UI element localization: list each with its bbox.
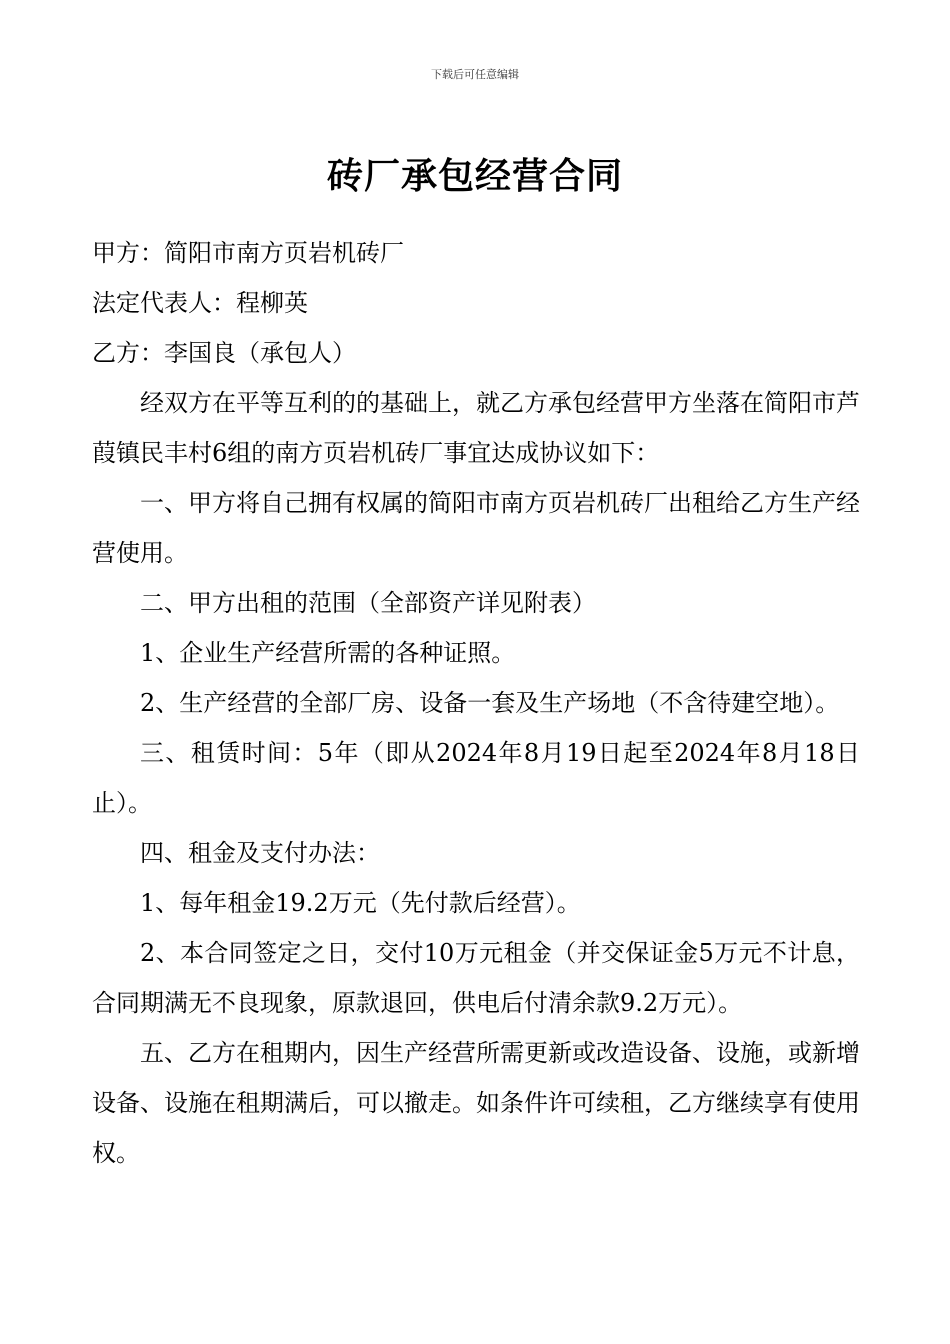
document-title: 砖厂承包经营合同: [326, 155, 623, 197]
party-a: 甲方：简阳市南方页岩机砖厂: [92, 239, 404, 267]
header-note: 下载后可任意编辑: [431, 68, 519, 81]
paragraph-clause-1: 一、甲方将自己拥有权属的简阳市南方页岩机砖厂出租给乙方生产经营使用。: [92, 489, 860, 567]
paragraph-clause-4-item-1: 1、每年租金19.2万元（先付款后经营）。: [140, 889, 581, 917]
paragraph-clause-4: 四、租金及支付办法：: [140, 839, 380, 867]
legal-representative: 法定代表人：程柳英: [92, 289, 308, 317]
paragraph-clause-2-item-1: 1、企业生产经营所需的各种证照。: [140, 639, 516, 667]
paragraph-clause-4-item-2: 2、本合同签定之日，交付10万元租金（并交保证金5万元不计息，合同期满无不良现象，原款退回，供电后付清余款9.2万元）。: [92, 939, 860, 1017]
paragraph-clause-2: 二、甲方出租的范围（全部资产详见附表）: [140, 589, 596, 617]
paragraph-clause-3: 三、租赁时间：5年（即从2024年8月19日起至2024年8月18日止）。: [92, 739, 860, 817]
paragraph-clause-5: 五、乙方在租期内，因生产经营所需更新或改造设备、设施，或新增设备、设施在租期满后，可以撤走。如条件许可续租，乙方继续享有使用权。: [92, 1039, 860, 1167]
paragraph-intro: 经双方在平等互利的的基础上，就乙方承包经营甲方坐落在简阳市芦葭镇民丰村6组的南方页岩机砖厂事宜达成协议如下：: [92, 389, 860, 467]
paragraph-clause-2-item-2: 2、生产经营的全部厂房、设备一套及生产场地（不含待建空地）。: [140, 689, 840, 717]
document-body: [92, 228, 860, 1178]
party-b: 乙方：李国良（承包人）: [92, 339, 356, 367]
